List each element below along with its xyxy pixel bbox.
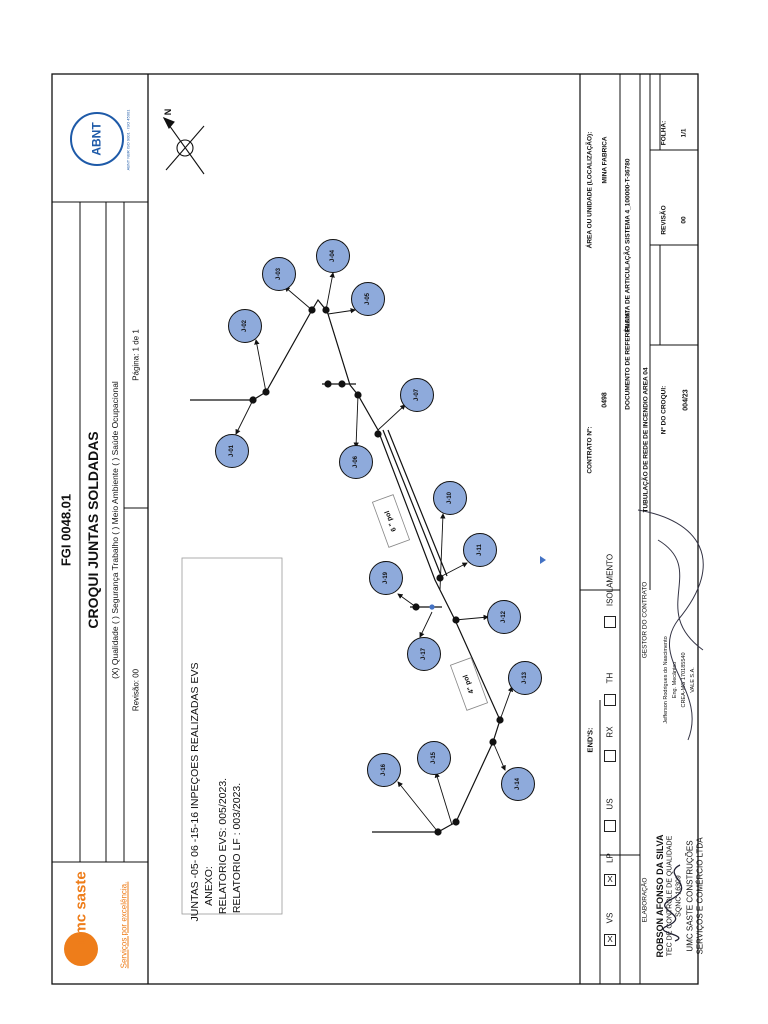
- croqui-label: Nº DO CROQUI:: [660, 385, 668, 435]
- checkbox-th-label: TH: [605, 672, 615, 684]
- docref-value: PLANTA DE ARTICULAÇÃO SISTEMA 4_100000-T-36780: [624, 158, 632, 332]
- joint-node-j04: J-04: [316, 239, 350, 273]
- revision-label: Revisão: 00: [131, 668, 141, 712]
- gestor-label: GESTOR DO CONTRATO: [641, 581, 649, 659]
- elaborador-role: TEC DE CONTROLE DE QUALIDADE: [666, 835, 674, 957]
- elaboracao-label: ELABORAÇÃO: [641, 877, 649, 923]
- joint-node-j03: J-03: [262, 257, 296, 291]
- elaborador-company-1: UMC SASTE CONSTRUÇÕES: [685, 840, 695, 952]
- folha-value: 1/1: [680, 128, 688, 138]
- checkbox-us-label: US: [605, 798, 615, 810]
- elaborador-signature-icon: [640, 855, 720, 945]
- joint-node-j15: J-15: [417, 741, 451, 775]
- joint-node-j19: J-19: [369, 561, 403, 595]
- revisao-value: 00: [680, 216, 688, 224]
- gestor-stamp-4: VALE S.A.: [690, 667, 696, 693]
- checkbox-th[interactable]: [604, 694, 616, 706]
- form-title: CROQUI JUNTAS SOLDADAS: [85, 431, 101, 629]
- area-value: MINA FABRICA: [601, 136, 609, 184]
- north-label: N: [163, 108, 173, 116]
- docref-label-value: DOCUMENTO DE REFERÊNCIA:: [624, 310, 632, 410]
- joint-node-j11: J-11: [463, 533, 497, 567]
- checkbox-lp-label: LP: [605, 853, 615, 863]
- company-tagline: Serviços por excelência.: [119, 881, 129, 969]
- joint-node-j01: J-01: [215, 434, 249, 468]
- pipe-label-4pol: 4" pol: [462, 673, 476, 695]
- joint-node-j05: J-05: [351, 282, 385, 316]
- croqui-value: 004/23: [682, 389, 690, 411]
- abnt-logo-text: ABNT: [89, 122, 104, 156]
- logo-text: umc saste: [72, 871, 90, 945]
- gestor-stamp-1: Jefferson Rodrigues do Nascimento: [663, 636, 669, 724]
- joint-node-j06: J-06: [339, 445, 373, 479]
- gestor-signature-icon: [618, 500, 728, 760]
- revisao-label: REVISÃO: [660, 205, 668, 235]
- tubulacao-label: TUBULAÇÃO DE REDE DE INCENDIO AREA 04: [642, 367, 650, 513]
- elaborador-name: ROBSON AFONSO DA SILVA: [655, 834, 665, 958]
- elaborador-company-2: SERVIÇOS E COMÉRCIO LTDA: [695, 837, 705, 955]
- marker-triangle-icon: [540, 556, 546, 564]
- checkbox-isolamento[interactable]: [604, 616, 616, 628]
- ends-label: END'S:: [585, 727, 595, 753]
- folha-label: FOLHA:: [660, 120, 668, 146]
- notes-line-4: RELATORIO LF : 003/2023.: [231, 782, 243, 914]
- checkbox-rx[interactable]: [604, 750, 616, 762]
- joint-node-j16: J-16: [367, 753, 401, 787]
- joint-node-j13: J-13: [508, 661, 542, 695]
- checkbox-vs-label: VS: [605, 912, 615, 924]
- form-code: FGI 0048.01: [58, 493, 74, 567]
- checkbox-isolamento-label: ISOLAMENTO: [605, 553, 615, 607]
- checkbox-lp[interactable]: X: [604, 874, 616, 886]
- notes-line-2: ANEXO:: [203, 866, 215, 906]
- scope-line: (X) Qualidade ( ) Segurança Trabalho ( ) Meio Ambiente ( ) Saúde Ocupacional: [110, 381, 120, 679]
- page-label: Página: 1 de 1: [131, 329, 141, 381]
- contrato-label: CONTRATO Nº:: [586, 426, 594, 474]
- abnt-caption: ABNT NBR ISO 9001 · ISO 45001: [125, 109, 131, 171]
- pipe-label-6pol: 6 " pol: [384, 509, 398, 533]
- gestor-stamp-2: Eng. Mecânico: [672, 661, 678, 699]
- notes-line-3: RELATORIO EVS: 005/2023.: [217, 777, 229, 915]
- pipe-lines: [190, 300, 500, 832]
- joint-node-j07: J-07: [400, 378, 434, 412]
- checkbox-rx-label: RX: [605, 726, 615, 738]
- checkbox-vs[interactable]: X: [604, 934, 616, 946]
- notes-line-1: JUNTAS -05- 06 -15-16 INPEÇOES REALIZADAS EVS: [189, 662, 201, 922]
- joint-node-j14: J-14: [501, 767, 535, 801]
- joint-node-j17: J-17: [407, 637, 441, 671]
- joint-node-j10: J-10: [433, 481, 467, 515]
- elaborador-registry: SQNC 16309: [675, 875, 683, 917]
- joint-node-j12: J-12: [487, 600, 521, 634]
- area-label: ÁREA OU UNIDADE (LOCALIZAÇÃO):: [586, 131, 594, 249]
- joint-node-j02: J-02: [228, 309, 262, 343]
- gestor-stamp-3: CREA-MG 170185540: [681, 652, 687, 708]
- contrato-value: 0498: [601, 392, 609, 408]
- checkbox-us[interactable]: [604, 820, 616, 832]
